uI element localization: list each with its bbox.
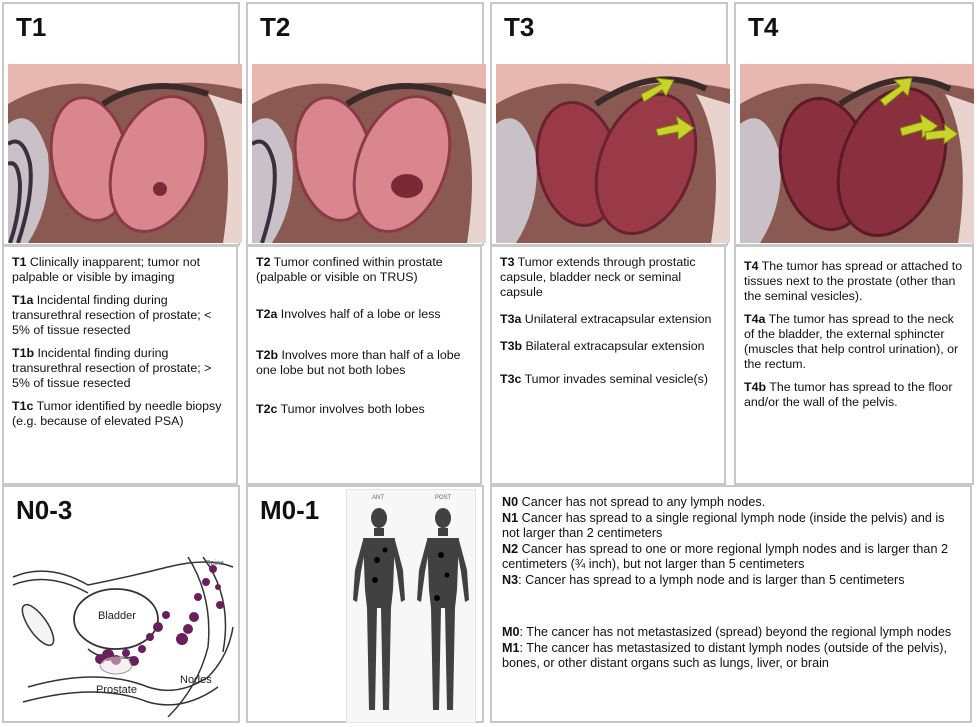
prostate-cross-section-image <box>252 64 486 243</box>
t-entry: T3c Tumor invades seminal vesicle(s) <box>500 372 708 386</box>
n-entry: N1 Cancer has spread to a single regional lymph node (inside the pelvis) and is not larger than 2 centimeters <box>502 511 945 540</box>
t-entry: T2 Tumor confined within prostate (palpable or visible on TRUS) <box>256 255 443 284</box>
nm-description <box>490 485 972 723</box>
prostate-label: Prostate <box>96 684 137 696</box>
stage-panel-t3 <box>490 2 728 246</box>
t-entry: T4a The tumor has spread to the neck of the bladder, the external sphincter (muscles that help control urination), or the rectum. <box>744 312 959 371</box>
stage-title: T1 <box>16 12 47 42</box>
t-entry: T1a Incidental finding during transurethral resection of prostate; < 5% of tissue resected <box>12 293 212 337</box>
prostate-illustration-t3 <box>496 64 730 243</box>
prostate-cross-section-image <box>740 64 974 243</box>
t-entry: T2c Tumor involves both lobes <box>256 402 425 416</box>
stage-panel-t2 <box>246 2 484 246</box>
t3-description <box>490 245 726 485</box>
stage-title: T2 <box>260 12 291 42</box>
t-entry: T3b Bilateral extracapsular extension <box>500 339 705 353</box>
spine-label: Spine <box>206 560 224 567</box>
t-entry: T4b The tumor has spread to the floor and/or the wall of the pelvis. <box>744 380 953 409</box>
lymph-node-panel <box>2 485 240 723</box>
prostate-illustration-t2 <box>252 64 486 243</box>
t-entry: T3 Tumor extends through prostatic capsule, bladder neck or seminal capsule <box>500 255 696 299</box>
n-entry: N2 Cancer has spread to one or more regional lymph nodes and is larger than 2 centimeters (¾ inch), but not larger than 5 centimeters <box>502 542 948 571</box>
t1-description <box>2 245 238 485</box>
stage-title: M0-1 <box>260 495 320 525</box>
t-entry: T2b Involves more than half of a lobe one lobe but not both lobes <box>256 348 461 377</box>
prostate-cross-section-image <box>496 64 730 243</box>
t4-description <box>734 245 974 485</box>
stage-title: T3 <box>504 12 535 42</box>
metastasis-panel <box>246 485 484 723</box>
n-entry: N0 Cancer has not spread to any lymph nodes. <box>502 495 766 509</box>
stage-title: T4 <box>748 12 779 42</box>
bone-scan-image <box>346 489 476 723</box>
scan-label-left: ANT <box>372 495 384 501</box>
t-entry: T1c Tumor identified by needle biopsy (e.g. because of elevated PSA) <box>12 399 222 428</box>
t-entry: T2a Involves half of a lobe or less <box>256 307 441 321</box>
stage-title: N0-3 <box>16 495 73 525</box>
n-entry: N3: Cancer has spread to a lymph node and is larger than 5 centimeters <box>502 573 905 587</box>
scan-label-right: POST <box>435 495 452 501</box>
t-entry: T4 The tumor has spread or attached to tissues next to the prostate (other than the seminal vesicles). <box>744 259 963 303</box>
t-entry: T1b Incidental finding during transurethral resection of prostate; > 5% of tissue resected <box>12 346 212 390</box>
bladder-label: Bladder <box>98 610 136 622</box>
stage-panel-t1 <box>2 2 240 246</box>
pelvic-lymph-node-diagram <box>8 557 238 717</box>
m-entry: M1: The cancer has metastasized to distant lymph nodes (outside of the pelvis), bones, or other distant organs such as lungs, liver, or brain <box>502 641 947 670</box>
stage-panel-t4 <box>734 2 974 246</box>
nodes-label: Nodes <box>180 674 212 686</box>
prostate-illustration-t1 <box>8 64 242 243</box>
prostate-cross-section-image <box>8 64 242 243</box>
bone-scan-figures <box>347 490 475 722</box>
t-entry: T3a Unilateral extracapsular extension <box>500 312 712 326</box>
t-entry: T1 Clinically inapparent; tumor not palpable or visible by imaging <box>12 255 201 284</box>
m-entry: M0: The cancer has not metastasized (spread) beyond the regional lymph nodes <box>502 625 952 639</box>
t2-description <box>246 245 482 485</box>
prostate-illustration-t4 <box>740 64 974 243</box>
